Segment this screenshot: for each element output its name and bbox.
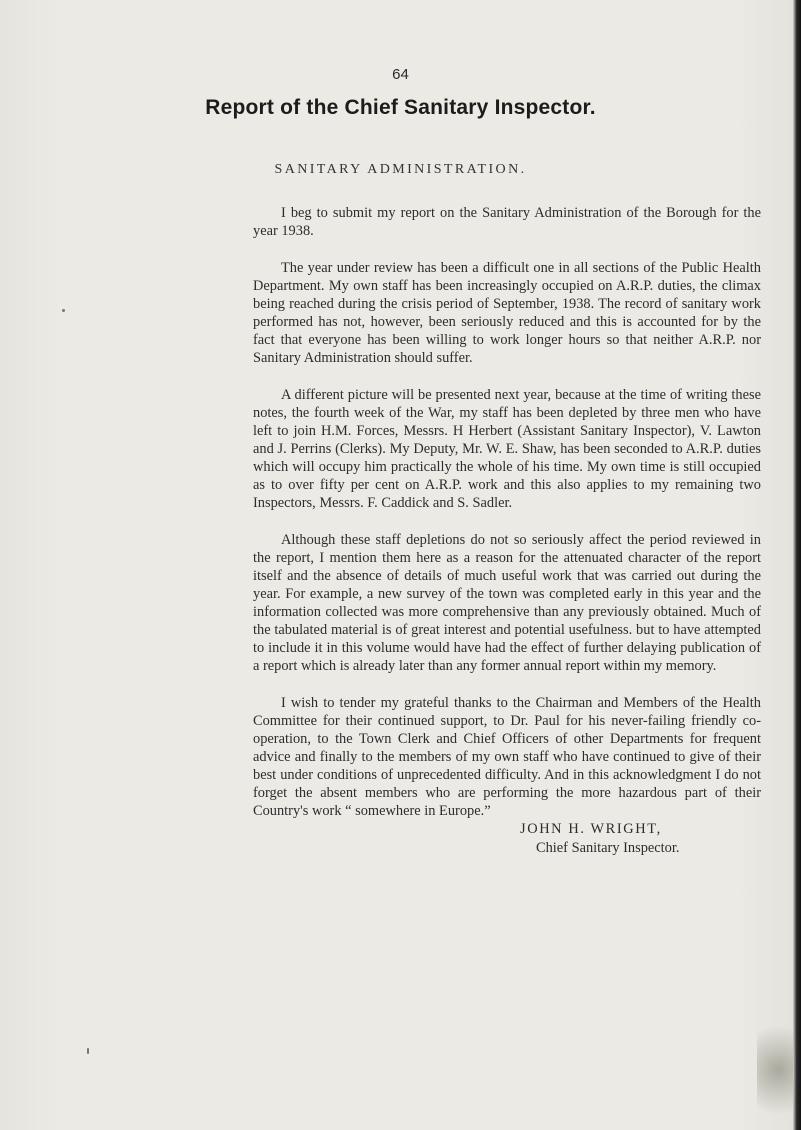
paragraph-year-review: The year under review has been a difficult one in all sections of the Public Health Department. My own staff has been increasingly occupied on A.R.P. duties, the climax being reached during the crisis period of September, 1938. The record of sanitary work performed has not, however, been seriously reduced and this is accounted for by the fact that everyone has been willing to work longer hours so that neither A.R.P. nor Sanitary Administration should suffer. bbox=[253, 260, 761, 366]
report-title: Report of the Chief Sanitary Inspector. bbox=[205, 96, 596, 119]
section-heading: SANITARY ADMINISTRATION. bbox=[274, 162, 527, 177]
paragraph-staff-depletion: A different picture will be presented next year, because at the time of writing these notes, the fourth week of the War, my staff has been depleted by three men who have left to join H.M. Forces, Messrs. H Herbert (Assistant Sanitary Inspector), V. Lawton and J. Perrins (Clerks). My Deputy, Mr. W. E. Shaw, has been seconded to A.R.P. duties which will occupy him practically the whole of his time. My own time is still occupied as to over fifty per cent on A.R.P. work and this also applies to my remaining two Inspectors, Messrs. F. Caddick and S. Sadler. bbox=[253, 387, 761, 511]
signature-block bbox=[520, 820, 679, 858]
paper-speck bbox=[87, 1048, 89, 1054]
signatory-role: Chief Sanitary Inspector. bbox=[536, 840, 680, 856]
report-body bbox=[253, 204, 761, 839]
paper-speck bbox=[62, 309, 65, 312]
paper-stain bbox=[757, 1010, 793, 1130]
page-number: 64 bbox=[392, 66, 409, 83]
paragraph-report-character: Although these staff depletions do not so seriously affect the period reviewed in the report, I mention them here as a reason for the attenuated character of the report itself and the absence of details of much useful work that was carried out during the year. For example, a new survey of the town was completed early in this year and the information collected was more comprehensive than any previously obtained. Much of the tabulated material is of great interest and potential usefulness. but to have attempted to include it in this volume would have had the effect of further delaying publication of a report which is already later than any former annual report within my memory. bbox=[253, 532, 761, 674]
paragraph-intro: I beg to submit my report on the Sanitary Administration of the Borough for the year 1938. bbox=[253, 205, 761, 239]
signatory-name: JOHN H. WRIGHT, bbox=[520, 821, 662, 837]
paragraph-acknowledgments: I wish to tender my grateful thanks to the Chairman and Members of the Health Committee for their continued support, to Dr. Paul for his never-failing friendly co-operation, to the Town Clerk and Chief Officers of other Departments for frequent advice and finally to the members of my own staff who have continued to give of their best under conditions of unprecedented difficulty. And in this acknowledgment I do not forget the absent members who are performing the more hazardous part of their Country's work “ somewhere in Europe.” bbox=[253, 695, 761, 819]
